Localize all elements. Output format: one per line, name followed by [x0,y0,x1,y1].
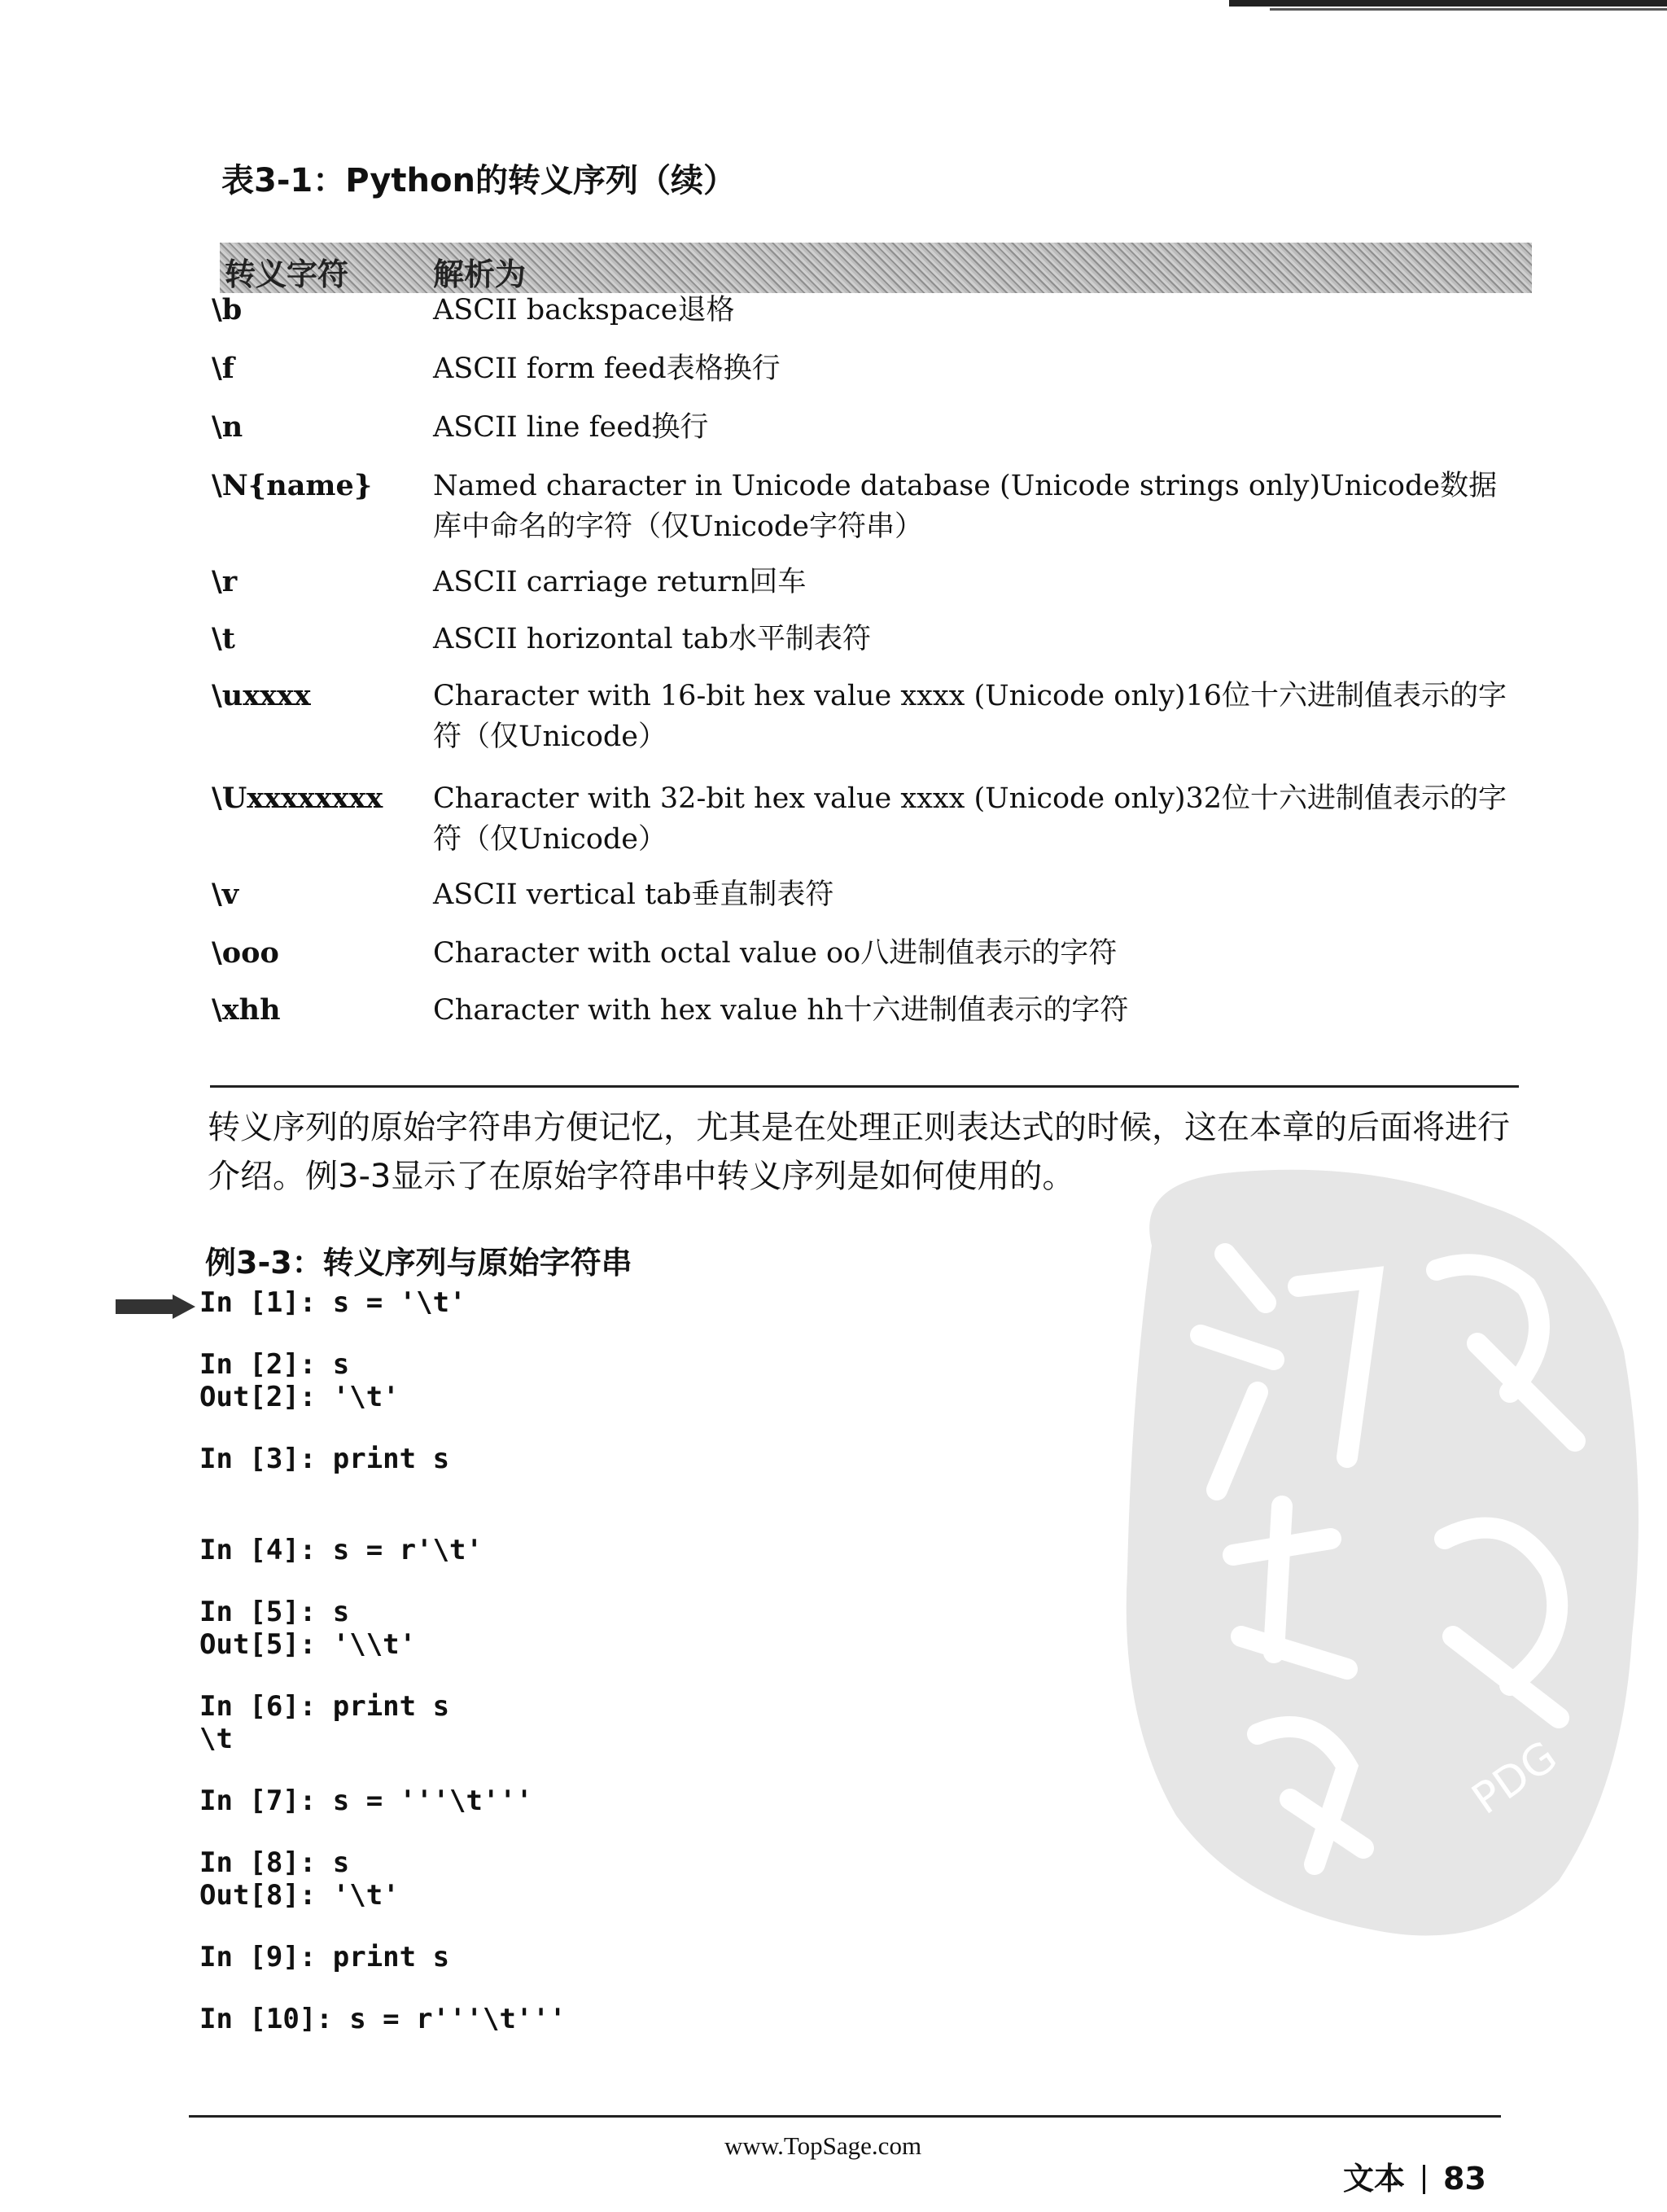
escape-code: \t [212,622,235,655]
table-row [212,562,1547,602]
escape-code: \v [212,878,239,911]
table-header [220,243,1532,293]
escape-code: \uxxxx [212,679,311,712]
table-row [212,348,1547,389]
escape-code: \xhh [212,993,281,1027]
footer-section: 文本 [1343,2161,1406,2197]
table-row [212,676,1547,757]
code-line: Out[2]: '\t' [199,1381,400,1413]
escape-description: Character with 16-bit hex value xxxx (Unicode only)16位十六进制值表示的字符（仅Unicode） [433,680,1507,753]
top-edge-rule [1229,0,1667,7]
escape-code: \n [212,410,243,444]
pdg-seal-watermark [1103,1148,1656,1962]
escape-description: Character with 32-bit hex value xxxx (Unicode only)32位十六进制值表示的字符（仅Unicode） [433,782,1507,856]
code-line: In [7]: s = '''\t''' [199,1785,533,1817]
table-row [212,778,1547,860]
code-line: Out[5]: '\\t' [199,1628,417,1661]
footer-url: www.TopSage.com [724,2131,922,2160]
escape-code: \r [212,565,238,598]
escape-description: ASCII horizontal tab水平制表符 [433,623,871,655]
arrow-marker-icon [114,1294,195,1319]
code-line: In [5]: s [199,1596,350,1628]
escape-description: ASCII backspace退格 [433,294,735,326]
code-line: In [3]: print s [199,1443,450,1475]
table-row [212,466,1547,547]
footer-separator [1423,2165,1425,2194]
escape-code: \b [212,293,243,326]
footer-page-info [1343,2153,1486,2198]
table-bottom-rule [210,1085,1519,1088]
table-row [212,874,1547,915]
code-example [199,1286,932,2035]
table-header-escape: 转义字符 [225,256,349,292]
example-title: 例3-3：转义序列与原始字符串 [205,1245,632,1281]
code-line: Out[8]: '\t' [199,1879,400,1912]
table-row [212,407,1547,448]
escape-code: \Uxxxxxxxx [212,782,383,815]
table-row [212,933,1547,974]
code-line: In [8]: s [199,1846,350,1879]
table-row [212,990,1547,1031]
escape-description: Character with octal value oo八进制值表示的字符 [433,937,1118,970]
code-line: In [4]: s = r'\t' [199,1534,483,1566]
escape-description: ASCII carriage return回车 [433,566,807,598]
escape-description: ASCII form feed表格换行 [433,353,781,385]
body-paragraph: 转义序列的原始字符串方便记忆，尤其是在处理正则表达式的时候，这在本章的后面将进行介绍。例3-3显示了在原始字符串中转义序列是如何使用的。 [208,1109,1510,1195]
top-edge-rule-secondary [1270,8,1667,11]
page-number: 83 [1443,2161,1486,2197]
table-header-meaning: 解析为 [433,256,527,292]
watermark-text: PDG [1464,1732,1566,1824]
footer-rule [189,2115,1501,2118]
table-title: 表3-1：Python的转义序列（续） [221,162,736,199]
escape-code: \N{name} [212,469,373,502]
code-line: In [1]: s = '\t' [199,1286,466,1319]
table-row [212,619,1547,659]
code-line: In [2]: s [199,1348,350,1381]
escape-code: \f [212,352,234,385]
table-body [212,287,1547,1031]
code-line: In [6]: print s [199,1690,450,1723]
escape-code: \ooo [212,936,279,970]
escape-description: ASCII vertical tab垂直制表符 [433,878,834,911]
escape-description: Character with hex value hh十六进制值表示的字符 [433,994,1129,1027]
code-line: In [9]: print s [199,1941,450,1973]
table-row [212,290,1547,331]
code-line: \t [199,1723,233,1755]
escape-description: ASCII line feed换行 [433,411,709,444]
code-line: In [10]: s = r'''\t''' [199,2003,567,2035]
escape-description: Named character in Unicode database (Unicode strings only)Unicode数据库中命名的字符（仅Unicode字符串） [433,470,1498,543]
